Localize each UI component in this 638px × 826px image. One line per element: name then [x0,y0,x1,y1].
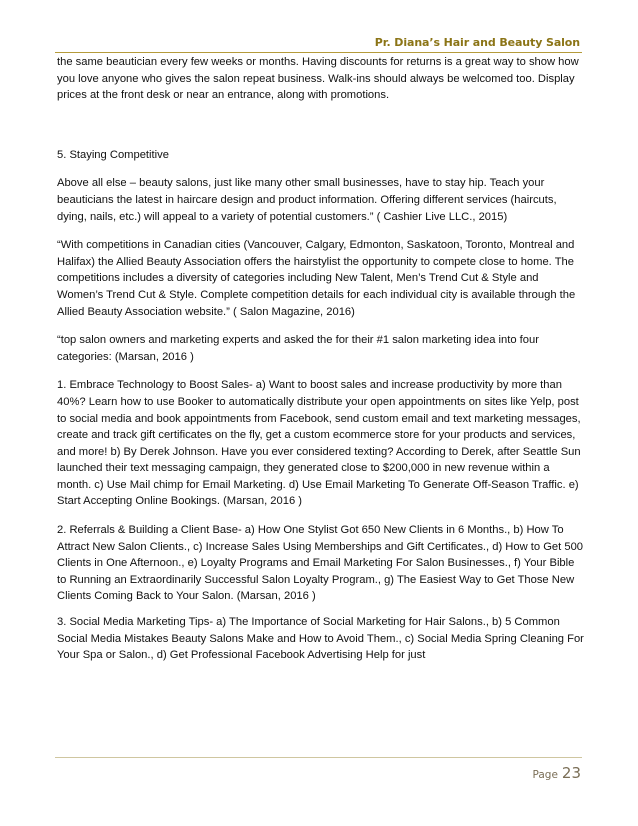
intro-paragraph: the same beautician every few weeks or months. Having discounts for returns is a great way to show how you love anyone who gives the salon repeat business. Walk-ins should always be welcomed too. Display prices at the front desk or near an entrance, along with promotions. [57,56,579,102]
paragraph-competitions: “With competitions in Canadian cities (Vancouver, Calgary, Edmonton, Saskatoon, Toronto, Montreal and Halifax) the Allied Beauty Association offers the hairstylist the opportunity to compete close to home. The competitions includes a diversity of categories including New Talent, Men’s Trend Cut & Style and Women’s Trend Cut & Style. Complete competition details for each individual city is available through the Allied Beauty Association website.” ( Salon Magazine, 2016) [57,239,576,318]
section-heading: 5. Staying Competitive [57,148,169,161]
paragraph-social-media: 3. Social Media Marketing Tips- a) The Importance of Social Marketing for Hair Salons., b) 5 Common Social Media Mistakes Beauty Salons Make and How to Avoid Them., c) Social Media Spring Cleaning For Your Spa or Salon., d) Get Professional Facebook Advertising Help for just [57,616,584,662]
paragraph-staying-hip: Above all else – beauty salons, just like many other small businesses, have to stay hip. Teach your beauticians the latest in haircare design and product information. Offering different services (haircuts, dying, nails, etc.) will appeal to a variety of potential customers.” ( Cashier Live LLC., 2015) [57,177,557,223]
page-footer [532,763,581,782]
paragraph-technology: 1. Embrace Technology to Boost Sales- a) Want to boost sales and increase productivity by more than 40%? Learn how to use Booker to automatically distribute your open appointments on sites like Yelp, post to social media and book appointments from Facebook, send custom email and text marketing messages, create and track gift certificates on the fly, get a custom ecommerce store for your products and services, and more! b) By Derek Johnson. Have you ever considered texting? According to Derek, after Seattle Sun launched their text messaging campaign, they generated close to $200,000 in new revenue within a month. c) Use Mail chimp for Email Marketing. d) Use Email Marketing To Generate Off-Season Traffic. e) Start Accepting Online Bookings. (Marsan, 2016 ) [57,379,581,508]
footer-divider [55,757,582,758]
body-content [57,54,585,664]
page-label: Page [532,769,558,781]
paragraph-categories-intro: “top salon owners and marketing experts and asked the for their #1 salon marketing idea into four categories: (Marsan, 2016 ) [57,334,539,363]
header-title: Pr. Diana’s Hair and Beauty Salon [374,36,580,49]
header-divider [55,52,582,53]
page-number: 23 [561,764,581,782]
paragraph-referrals: 2. Referrals & Building a Client Base- a) How One Stylist Got 650 New Clients in 6 Months., b) How To Attract New Salon Clients., c) Increase Sales Using Memberships and Gift Certificates., d) How to Get 500 Clients in One Afternoon., e) Loyalty Programs and Email Marketing For Salon Businesses., f) Your Bible to Running an Extraordinarily Successful Salon Loyalty Program., g) The Easiest Way to Get Those New Clients Coming Back to Your Salon. (Marsan, 2016 ) [57,524,584,603]
